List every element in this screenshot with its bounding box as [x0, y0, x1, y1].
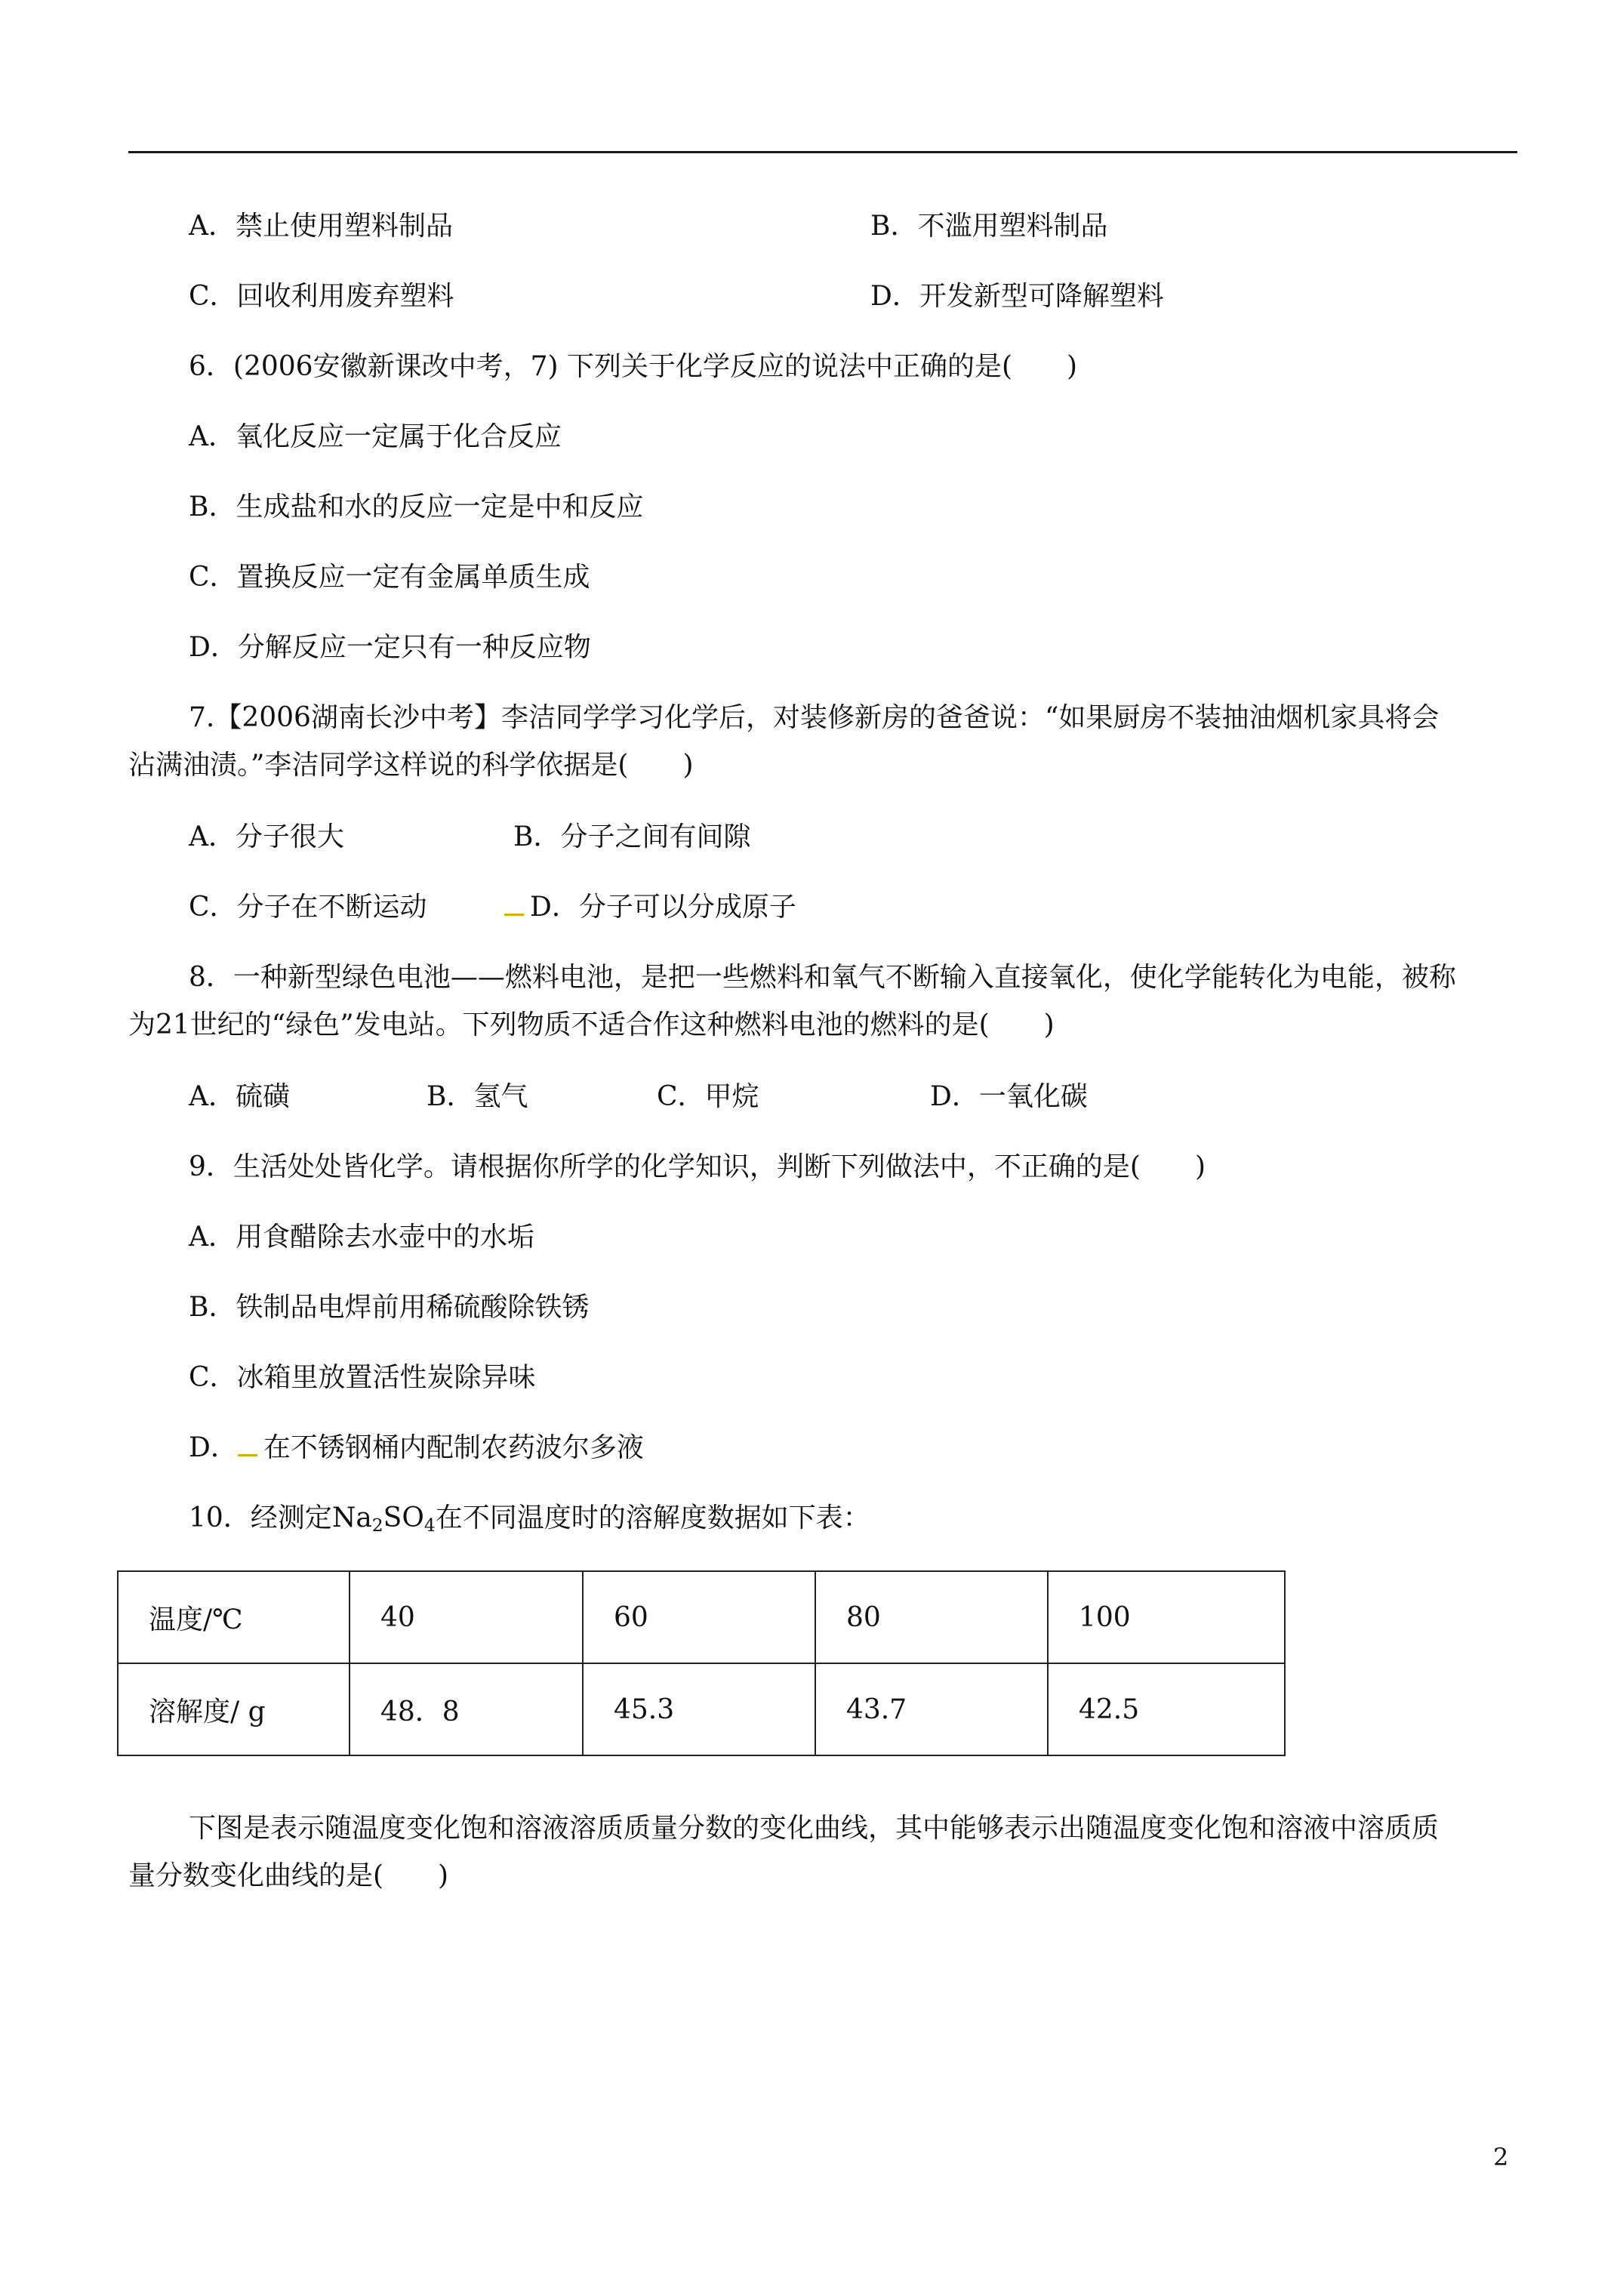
q10-after-line1: 下图是表示随温度变化饱和溶液溶质质量分数的变化曲线，其中能够表示出随温度变化饱和溶液中溶质质: [189, 1813, 1440, 1844]
q10-stem-post: 在不同温度时的溶解度数据如下表：: [435, 1502, 870, 1533]
formula-na: Na: [331, 1502, 372, 1533]
q7-option-d: D．分子可以分成原子: [530, 892, 796, 923]
q10-stem: [189, 1500, 870, 1543]
table-row: [118, 1663, 1285, 1755]
q6-option-c: C．置换反应一定有金属单质生成: [189, 562, 590, 593]
q8-option-b: B．氢气: [427, 1081, 528, 1112]
table-cell: 48．8: [350, 1663, 583, 1755]
q8-stem-line2: 为21世纪的“绿色”发电站。下列物质不适合作这种燃料电池的燃料的是( ): [128, 1009, 1055, 1040]
q6-option-d: D．分解反应一定只有一种反应物: [189, 632, 591, 663]
table-cell: 43.7: [815, 1663, 1048, 1755]
q5-option-c: C．回收利用废弃塑料: [189, 281, 454, 312]
q8-option-c: C．甲烷: [657, 1081, 759, 1112]
table-cell: 45.3: [583, 1663, 815, 1755]
table-row: [118, 1571, 1285, 1663]
q9-option-c: C．冰箱里放置活性炭除异味: [189, 1362, 536, 1393]
table-cell: 温度/℃: [118, 1571, 350, 1663]
q9-stem: 9．生活处处皆化学。请根据你所学的化学知识，判断下列做法中，不正确的是( ): [189, 1151, 1206, 1182]
q7-option-c: C．分子在不断运动: [189, 892, 427, 923]
q5-option-a: A．禁止使用塑料制品: [189, 211, 453, 242]
q6-stem: 6．(2006安徽新课改中考，7) 下列关于化学反应的说法中正确的是( ): [189, 351, 1078, 382]
q8-option-a: A．硫磺: [189, 1081, 290, 1112]
q10-stem-pre: 10．经测定: [189, 1502, 332, 1533]
formula-sub-2: 2: [371, 1514, 383, 1536]
header-rule: [128, 151, 1517, 153]
q7-stem-line1: 7.【2006湖南长沙中考】李洁同学学习化学后，对装修新房的爸爸说：“如果厨房不装抽油烟机家具将会: [189, 702, 1440, 733]
page-number: 2: [1493, 2143, 1509, 2171]
q8-stem-line1: 8．一种新型绿色电池——燃料电池，是把一些燃料和氧气不断输入直接氧化，使化学能转化为电能，被称: [189, 962, 1456, 993]
q7-option-b: B．分子之间有间隙: [513, 821, 751, 852]
q5-option-d: D．开发新型可降解塑料: [870, 281, 1164, 312]
q7-stem-line2: 沾满油渍。”李洁同学这样说的科学依据是( ): [128, 750, 694, 781]
q9-option-d-text: 在不锈钢桶内配制农药波尔多液: [263, 1432, 644, 1463]
table-cell: 40: [350, 1571, 583, 1663]
table-cell: 100: [1048, 1571, 1285, 1663]
table-cell: 80: [815, 1571, 1048, 1663]
q9-option-d-prefix: D．: [189, 1432, 238, 1463]
q10-after-line2: 量分数变化曲线的是( ): [128, 1860, 449, 1891]
table-cell: 60: [583, 1571, 815, 1663]
wavy-underline-mark: [504, 908, 524, 916]
formula-so: SO: [383, 1502, 424, 1533]
table-cell: 42.5: [1048, 1663, 1285, 1755]
q9-option-b: B．铁制品电焊前用稀硫酸除铁锈: [189, 1292, 590, 1323]
q8-option-d: D．一氧化碳: [930, 1081, 1088, 1112]
q9-option-a: A．用食醋除去水壶中的水垢: [189, 1222, 534, 1253]
q6-option-b: B．生成盐和水的反应一定是中和反应: [189, 492, 644, 522]
formula-sub-4: 4: [423, 1514, 436, 1536]
q6-option-a: A．氧化反应一定属于化合反应: [189, 421, 562, 452]
wavy-underline-mark: [238, 1448, 257, 1456]
q9-option-d-line: [189, 1430, 644, 1466]
q7-option-d-line: [504, 889, 796, 926]
table-cell: 溶解度/ g: [118, 1663, 350, 1755]
solubility-table: [117, 1570, 1286, 1756]
q5-option-b: B．不滥用塑料制品: [870, 211, 1108, 242]
q7-option-a: A．分子很大: [189, 821, 344, 852]
